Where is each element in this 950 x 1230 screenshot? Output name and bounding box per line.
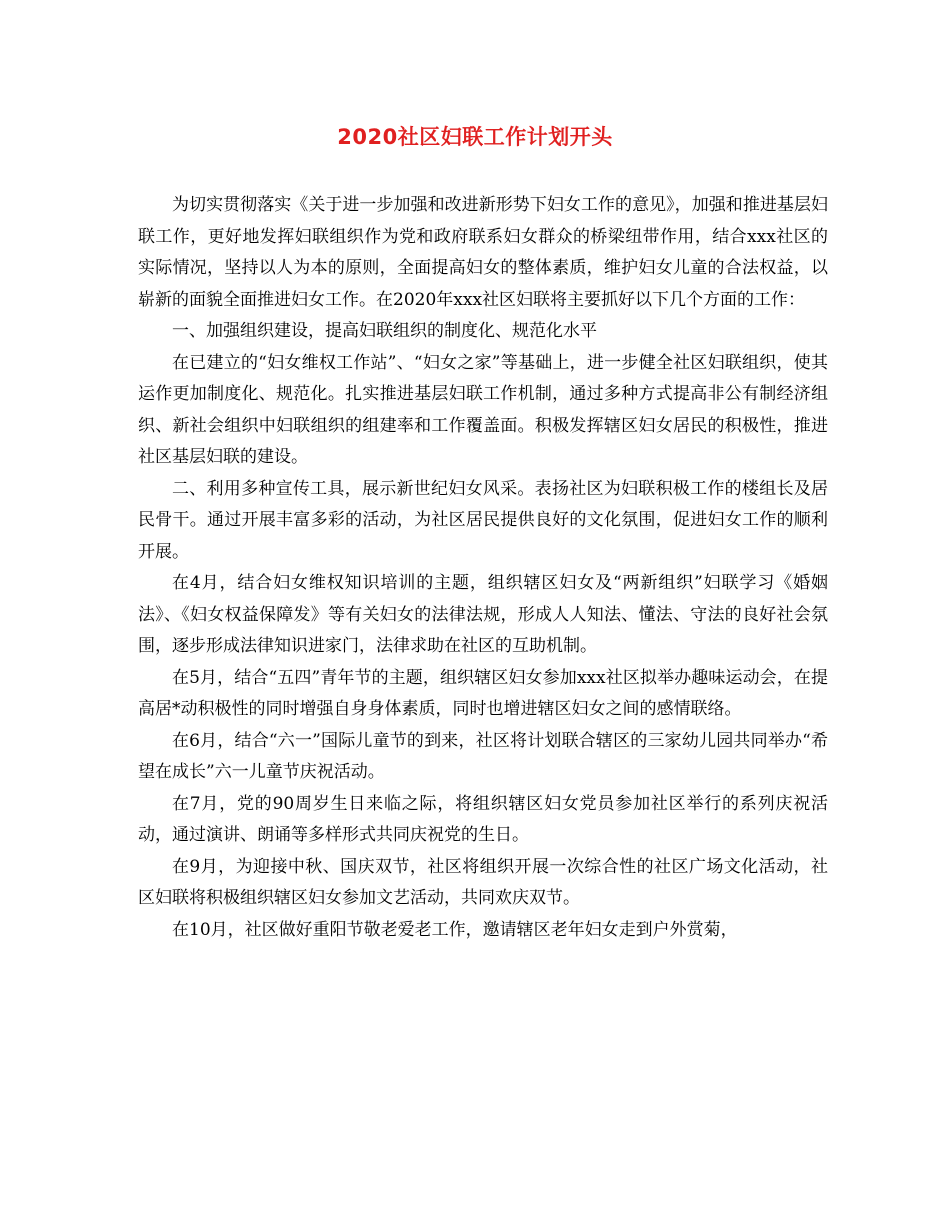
paragraph-june: 在6月，结合“六一”国际儿童节的到来，社区将计划联合辖区的三家幼儿园共同举办“希望在成长”六一儿童节庆祝活动。: [138, 730, 828, 782]
paragraph-section-2: 二、利用多种宣传工具，展示新世纪妇女风采。表扬社区为妇联积极工作的楼组长及居民骨干。通过开展丰富多彩的活动，为社区居民提供良好的文化氛围，促进妇女工作的顺利开展。: [138, 478, 828, 562]
paragraph-september: 在9月，为迎接中秋、国庆双节，社区将组织开展一次综合性的社区广场文化活动，社区妇联将积极组织辖区妇女参加文艺活动，共同欢庆双节。: [138, 856, 828, 908]
document-body: [138, 190, 828, 946]
paragraph-july: 在7月，党的90周岁生日来临之际，将组织辖区妇女党员参加社区举行的系列庆祝活动，通过演讲、朗诵等多样形式共同庆祝党的生日。: [138, 793, 828, 845]
paragraph-section-1-body: 在已建立的“妇女维权工作站”、“妇女之家”等基础上，进一步健全社区妇联组织，使其运作更加制度化、规范化。扎实推进基层妇联工作机制，通过多种方式提高非公有制经济组织、新社会组织中妇联组织的组建率和工作覆盖面。积极发挥辖区妇女居民的积极性，推进社区基层妇联的建设。: [138, 352, 828, 467]
paragraph-april: 在4月，结合妇女维权知识培训的主题，组织辖区妇女及“两新组织”妇联学习《婚姻法》、《妇女权益保障发》等有关妇女的法律法规，形成人人知法、懂法、守法的良好社会氛围，逐步形成法律知识进家门，法律求助在社区的互助机制。: [138, 573, 828, 656]
document-title: 2020社区妇联工作计划开头: [337, 125, 613, 149]
paragraph-section-1-heading: 一、加强组织建设，提高妇联组织的制度化、规范化水平: [172, 321, 597, 341]
paragraph-may: 在5月，结合“五四”青年节的主题，组织辖区妇女参加xxx社区拟举办趣味运动会，在提高居*动积极性的同时增强自身身体素质，同时也增进辖区妇女之间的感情联络。: [138, 667, 828, 719]
paragraph-october: 在10月，社区做好重阳节敬老爱老工作，邀请辖区老年妇女走到户外赏菊，: [172, 919, 738, 940]
paragraph-intro: 为切实贯彻落实《关于进一步加强和改进新形势下妇女工作的意见》，加强和推进基层妇联工作，更好地发挥妇联组织作为党和政府联系妇女群众的桥梁纽带作用，结合xxx社区的实际情况，坚持以人为本的原则，全面提高妇女的整体素质，维护妇女儿童的合法权益，以崭新的面貌全面推进妇女工作。在2020年xxx社区妇联将主要抓好以下几个方面的工作：: [138, 195, 828, 310]
